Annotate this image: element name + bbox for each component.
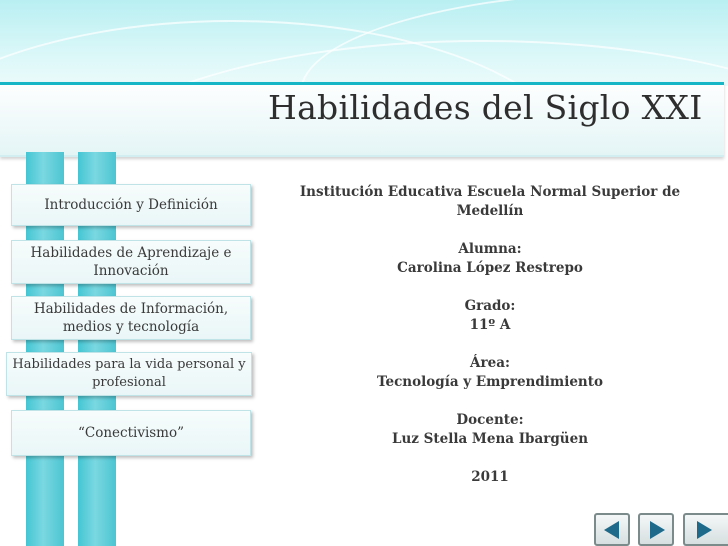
next-slide-button[interactable] [638, 513, 674, 546]
institution-line: Medellín [456, 203, 524, 219]
info-panel [290, 183, 690, 506]
teacher-block [290, 411, 690, 449]
nav-button-label: profesional [92, 375, 166, 390]
area-value: Tecnología y Emprendimiento [377, 374, 603, 390]
area-label: Área: [470, 355, 510, 371]
arrow-right-icon [650, 521, 665, 539]
nav-button-informacion[interactable] [11, 296, 251, 340]
nav-button-aprendizaje[interactable] [11, 240, 251, 284]
teacher-label: Docente: [456, 412, 524, 428]
grade-value: 11º A [469, 317, 511, 333]
nav-button-label: Habilidades de Aprendizaje e [30, 245, 232, 261]
nav-button-conectivismo[interactable] [11, 410, 251, 456]
page-title: Habilidades del Siglo XXI [268, 88, 703, 127]
nav-button-label: medios y tecnología [62, 319, 200, 335]
nav-button-label: Introducción y Definición [44, 197, 218, 213]
student-name: Carolina López Restrepo [397, 260, 583, 276]
previous-slide-button[interactable] [594, 513, 630, 546]
nav-button-label: Habilidades para la vida personal y [12, 357, 246, 372]
area-block [290, 354, 690, 392]
header-background [0, 0, 728, 86]
student-label: Alumna: [458, 241, 522, 257]
arrow-left-icon [604, 521, 619, 539]
institution-block [290, 183, 690, 221]
nav-button-vida-personal[interactable] [6, 352, 252, 396]
grade-label: Grado: [464, 298, 516, 314]
nav-button-label: “Conectivismo” [77, 425, 185, 441]
year-block [290, 468, 690, 487]
year-value: 2011 [471, 469, 509, 485]
student-block [290, 240, 690, 278]
nav-button-introduccion[interactable] [11, 184, 251, 226]
teacher-name: Luz Stella Mena Ibargüen [391, 431, 589, 447]
grade-block [290, 297, 690, 335]
nav-button-label: Habilidades de Información, [33, 301, 229, 317]
last-slide-button[interactable] [683, 513, 728, 546]
nav-button-label: Innovación [93, 263, 169, 279]
arrow-right-icon [697, 521, 712, 539]
institution-line: Institución Educativa Escuela Normal Superior de [299, 184, 681, 200]
